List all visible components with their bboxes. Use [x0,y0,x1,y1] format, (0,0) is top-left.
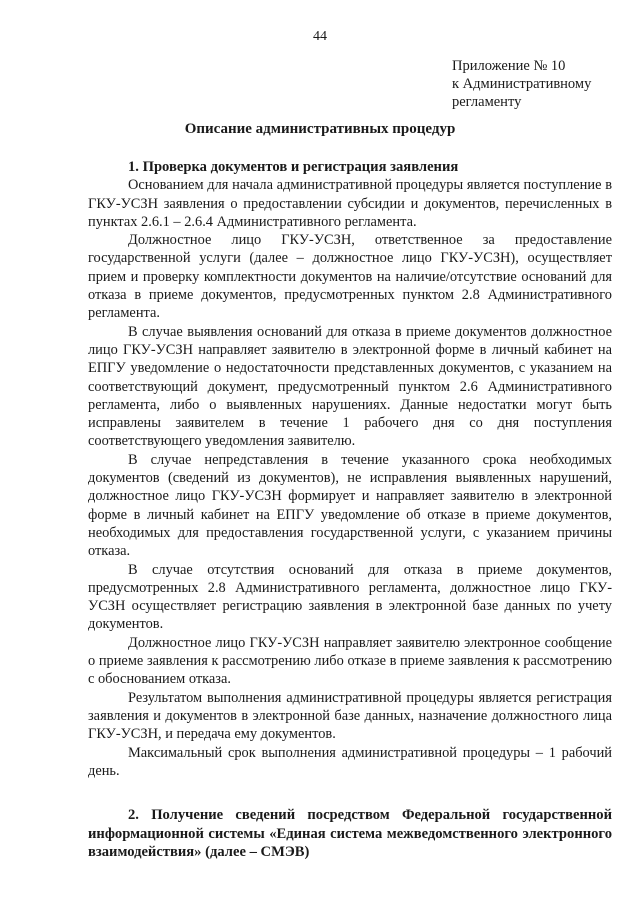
appendix-line-2: к Административному [452,76,592,92]
paragraph: Должностное лицо ГКУ-УСЗН направляет заявителю электронное сообщение о приеме заявления к рассмотрению либо отказе в приеме заявления к рассмотрению с обоснованием отказа. [88,634,612,688]
document-title: Описание административных процедур [184,121,456,137]
document-body [88,158,612,862]
section-2-heading: 2. Получение сведений посредством Федеральной государственной информационной системы «Единая система межведомственного электронного взаимодействия» (далее – СМЭВ) [88,807,612,861]
appendix-line-3: регламенту [452,94,522,110]
page-number: 44 [313,29,327,44]
paragraph: В случае отсутствия оснований для отказа в приеме документов, предусмотренных 2.8 Административного регламента, должностное лицо ГКУ-УСЗН осуществляет регистрацию заявления в электронной базе данных по учету документов. [88,561,612,633]
paragraph: Результатом выполнения административной процедуры является регистрация заявления и документов в электронной базе данных, назначение должностного лица ГКУ-УСЗН, и передача ему документов. [88,689,612,743]
appendix-note [452,57,591,111]
appendix-line-1: Приложение № 10 [452,58,566,74]
paragraph: Основанием для начала административной процедуры является поступление в ГКУ-УСЗН заявления о предоставлении субсидии и документов, перечисленных в пунктах 2.6.1 – 2.6.4 Административного регламента. [88,177,612,230]
paragraph: В случае выявления оснований для отказа в приеме документов должностное лицо ГКУ-УСЗН направляет заявителю в электронной форме в личный кабинет на ЕПГУ уведомление о недостаточности представленных документов, с указанием на соответствующий документ, предусмотренный пунктом 2.6 Административного регламента, либо о выявленных нарушениях. Данные недостатки могут быть исправлены заявителем в течение 1 рабочего дня со дня поступления соответствующего уведомления заявителю. [88,323,612,450]
paragraph: Должностное лицо ГКУ-УСЗН, ответственное за предоставление государственной услуги (далее – должностное лицо ГКУ-УСЗН), осуществляет прием и проверку комплектности документов на наличие/отсутствие оснований для отказа в приеме документов, предусмотренных пунктом 2.8 Административного регламента. [88,232,612,322]
paragraph: Максимальный срок выполнения административной процедуры – 1 рабочий день. [88,744,612,779]
paragraph: В случае непредставления в течение указанного срока необходимых документов (сведений из документов), не исправления выявленных нарушений, должностное лицо ГКУ-УСЗН формирует и направляет заявителю в электронной форме в личный кабинет на ЕПГУ уведомление об отказе в приеме документов, необходимых для предоставления государственной услуги, с указанием причины отказа. [88,451,612,560]
section-1-heading: 1. Проверка документов и регистрация заявления [128,159,459,175]
